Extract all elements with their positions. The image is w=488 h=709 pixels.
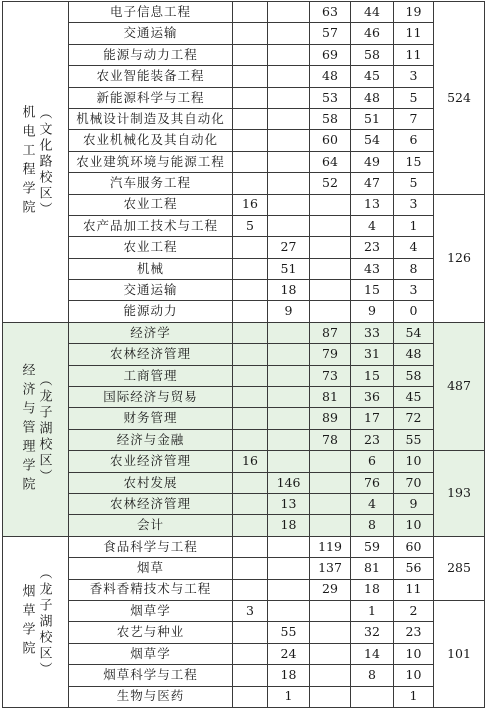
count-cell-2 — [268, 173, 310, 194]
major-cell: 烟草学 — [69, 643, 233, 664]
count-cell-2 — [268, 151, 310, 172]
count-cell-4: 76 — [351, 472, 394, 493]
count-cell-2 — [268, 23, 310, 44]
count-cell-2 — [268, 130, 310, 151]
count-cell-5: 11 — [394, 579, 434, 600]
count-cell-5: 6 — [394, 130, 434, 151]
major-cell: 经济与金融 — [69, 429, 233, 450]
count-cell-5: 15 — [394, 151, 434, 172]
count-cell-2 — [268, 365, 310, 386]
count-cell-4: 14 — [351, 643, 394, 664]
college-cell — [3, 2, 69, 323]
count-cell-2: 9 — [268, 301, 310, 322]
major-cell: 国际经济与贸易 — [69, 387, 233, 408]
count-cell-4: 48 — [351, 87, 394, 108]
count-cell-3 — [310, 472, 351, 493]
count-cell-3 — [310, 301, 351, 322]
count-cell-2 — [268, 322, 310, 343]
count-cell-1 — [233, 108, 268, 129]
count-cell-5: 8 — [394, 258, 434, 279]
count-cell-5: 10 — [394, 515, 434, 536]
count-cell-3 — [310, 194, 351, 215]
major-cell: 食品科学与工程 — [69, 536, 233, 557]
count-cell-2 — [268, 600, 310, 621]
table-row — [3, 194, 485, 215]
count-cell-5: 55 — [394, 429, 434, 450]
count-cell-5: 11 — [394, 44, 434, 65]
count-cell-1 — [233, 643, 268, 664]
count-cell-1 — [233, 387, 268, 408]
count-cell-5: 5 — [394, 87, 434, 108]
count-cell-5: 0 — [394, 301, 434, 322]
count-cell-3: 89 — [310, 408, 351, 429]
table-row — [3, 558, 485, 579]
table-row — [3, 301, 485, 322]
major-cell: 能源动力 — [69, 301, 233, 322]
count-cell-5: 10 — [394, 665, 434, 686]
count-cell-4: 32 — [351, 622, 394, 643]
count-cell-5: 70 — [394, 472, 434, 493]
count-cell-3: 78 — [310, 429, 351, 450]
enrollment-table — [2, 1, 485, 708]
count-cell-1: 5 — [233, 215, 268, 236]
table-row — [3, 44, 485, 65]
major-cell: 烟草科学与工程 — [69, 665, 233, 686]
major-cell: 农业工程 — [69, 194, 233, 215]
count-cell-3: 64 — [310, 151, 351, 172]
campus-name: （龙子湖校区） — [36, 565, 52, 678]
count-cell-5: 2 — [394, 600, 434, 621]
count-cell-1 — [233, 472, 268, 493]
count-cell-3: 60 — [310, 130, 351, 151]
count-cell-1 — [233, 237, 268, 258]
count-cell-1 — [233, 301, 268, 322]
count-cell-4: 44 — [351, 2, 394, 23]
count-cell-3: 79 — [310, 344, 351, 365]
count-cell-5: 19 — [394, 2, 434, 23]
count-cell-1 — [233, 558, 268, 579]
count-cell-5: 1 — [394, 686, 434, 707]
count-cell-2 — [268, 429, 310, 450]
major-cell: 农村发展 — [69, 472, 233, 493]
count-cell-4: 31 — [351, 344, 394, 365]
count-cell-2 — [268, 66, 310, 87]
college-cell — [3, 536, 69, 707]
count-cell-5: 11 — [394, 23, 434, 44]
table-row — [3, 322, 485, 343]
count-cell-5: 3 — [394, 66, 434, 87]
count-cell-4 — [351, 686, 394, 707]
major-cell: 香料香精技术与工程 — [69, 579, 233, 600]
count-cell-3 — [310, 493, 351, 514]
table-row — [3, 130, 485, 151]
count-cell-3: 81 — [310, 387, 351, 408]
table-row — [3, 472, 485, 493]
count-cell-3: 63 — [310, 2, 351, 23]
major-cell: 电子信息工程 — [69, 2, 233, 23]
table-row — [3, 429, 485, 450]
count-cell-4: 33 — [351, 322, 394, 343]
count-cell-4: 23 — [351, 237, 394, 258]
count-cell-1: 16 — [233, 194, 268, 215]
table-row — [3, 493, 485, 514]
count-cell-1 — [233, 2, 268, 23]
count-cell-3: 119 — [310, 536, 351, 557]
subgroup-total-cell: 524 — [434, 2, 485, 195]
count-cell-2: 55 — [268, 622, 310, 643]
count-cell-2 — [268, 408, 310, 429]
count-cell-1 — [233, 665, 268, 686]
count-cell-4: 18 — [351, 579, 394, 600]
table-row — [3, 665, 485, 686]
count-cell-4: 58 — [351, 44, 394, 65]
count-cell-3 — [310, 665, 351, 686]
major-cell: 烟草 — [69, 558, 233, 579]
major-cell: 农产品加工技术与工程 — [69, 215, 233, 236]
count-cell-4: 43 — [351, 258, 394, 279]
table-row — [3, 387, 485, 408]
count-cell-4: 46 — [351, 23, 394, 44]
count-cell-2: 27 — [268, 237, 310, 258]
subgroup-total-cell: 285 — [434, 536, 485, 600]
count-cell-2: 146 — [268, 472, 310, 493]
count-cell-1 — [233, 536, 268, 557]
count-cell-1 — [233, 429, 268, 450]
count-cell-2: 1 — [268, 686, 310, 707]
count-cell-4: 8 — [351, 665, 394, 686]
count-cell-5: 48 — [394, 344, 434, 365]
count-cell-3 — [310, 643, 351, 664]
count-cell-2 — [268, 108, 310, 129]
count-cell-4: 8 — [351, 515, 394, 536]
count-cell-4: 45 — [351, 66, 394, 87]
count-cell-1 — [233, 130, 268, 151]
count-cell-1 — [233, 173, 268, 194]
table-row — [3, 258, 485, 279]
count-cell-3 — [310, 622, 351, 643]
count-cell-3 — [310, 258, 351, 279]
count-cell-4: 9 — [351, 301, 394, 322]
count-cell-5: 10 — [394, 451, 434, 472]
count-cell-2 — [268, 215, 310, 236]
count-cell-2: 18 — [268, 515, 310, 536]
major-cell: 烟草学 — [69, 600, 233, 621]
count-cell-2 — [268, 558, 310, 579]
table-row — [3, 365, 485, 386]
count-cell-1 — [233, 344, 268, 365]
table-row — [3, 23, 485, 44]
count-cell-4: 15 — [351, 365, 394, 386]
college-name: 经济与管理学院 — [19, 362, 35, 496]
count-cell-3 — [310, 237, 351, 258]
count-cell-4: 59 — [351, 536, 394, 557]
count-cell-3 — [310, 451, 351, 472]
count-cell-4: 13 — [351, 194, 394, 215]
count-cell-1 — [233, 622, 268, 643]
count-cell-3 — [310, 215, 351, 236]
count-cell-4: 4 — [351, 493, 394, 514]
count-cell-3: 69 — [310, 44, 351, 65]
count-cell-3: 87 — [310, 322, 351, 343]
table-row — [3, 536, 485, 557]
count-cell-5: 58 — [394, 365, 434, 386]
subgroup-total-cell: 101 — [434, 600, 485, 707]
table-row — [3, 451, 485, 472]
table-row — [3, 686, 485, 707]
major-cell: 农业工程 — [69, 237, 233, 258]
count-cell-2: 24 — [268, 643, 310, 664]
count-cell-1 — [233, 365, 268, 386]
table-row — [3, 408, 485, 429]
major-cell: 新能源科学与工程 — [69, 87, 233, 108]
count-cell-2 — [268, 579, 310, 600]
college-cell — [3, 322, 69, 536]
major-cell: 汽车服务工程 — [69, 173, 233, 194]
major-cell: 生物与医药 — [69, 686, 233, 707]
count-cell-1 — [233, 44, 268, 65]
count-cell-3 — [310, 686, 351, 707]
subgroup-total-cell: 487 — [434, 322, 485, 450]
count-cell-1 — [233, 408, 268, 429]
count-cell-3 — [310, 280, 351, 301]
table-row — [3, 173, 485, 194]
count-cell-2 — [268, 387, 310, 408]
subgroup-total-cell: 193 — [434, 451, 485, 537]
count-cell-3 — [310, 600, 351, 621]
table-row — [3, 237, 485, 258]
table-row — [3, 151, 485, 172]
table-row — [3, 280, 485, 301]
table-row — [3, 643, 485, 664]
count-cell-2 — [268, 2, 310, 23]
major-cell: 农业机械化及其自动化 — [69, 130, 233, 151]
count-cell-4: 1 — [351, 600, 394, 621]
count-cell-2 — [268, 536, 310, 557]
count-cell-3: 137 — [310, 558, 351, 579]
count-cell-5: 60 — [394, 536, 434, 557]
count-cell-1 — [233, 151, 268, 172]
count-cell-1 — [233, 280, 268, 301]
campus-name: （文化路校区） — [36, 105, 52, 218]
table-row — [3, 622, 485, 643]
table-row — [3, 579, 485, 600]
college-name: 机电工程学院 — [19, 104, 35, 219]
count-cell-4: 51 — [351, 108, 394, 129]
major-cell: 机械 — [69, 258, 233, 279]
major-cell: 交通运输 — [69, 23, 233, 44]
table-row — [3, 108, 485, 129]
count-cell-3: 58 — [310, 108, 351, 129]
count-cell-2 — [268, 451, 310, 472]
major-cell: 能源与动力工程 — [69, 44, 233, 65]
count-cell-4: 47 — [351, 173, 394, 194]
major-cell: 工商管理 — [69, 365, 233, 386]
major-cell: 农业经济管理 — [69, 451, 233, 472]
count-cell-4: 54 — [351, 130, 394, 151]
major-cell: 农林经济管理 — [69, 493, 233, 514]
count-cell-1 — [233, 258, 268, 279]
major-cell: 交通运输 — [69, 280, 233, 301]
count-cell-1 — [233, 515, 268, 536]
table-row — [3, 2, 485, 23]
count-cell-3: 57 — [310, 23, 351, 44]
count-cell-2: 13 — [268, 493, 310, 514]
major-cell: 会计 — [69, 515, 233, 536]
count-cell-4: 17 — [351, 408, 394, 429]
count-cell-3 — [310, 515, 351, 536]
count-cell-1 — [233, 493, 268, 514]
count-cell-5: 4 — [394, 237, 434, 258]
count-cell-5: 9 — [394, 493, 434, 514]
count-cell-4: 36 — [351, 387, 394, 408]
count-cell-2: 18 — [268, 280, 310, 301]
count-cell-5: 23 — [394, 622, 434, 643]
count-cell-3: 52 — [310, 173, 351, 194]
major-cell: 机械设计制造及其自动化 — [69, 108, 233, 129]
count-cell-3: 29 — [310, 579, 351, 600]
table-row — [3, 87, 485, 108]
count-cell-3: 53 — [310, 87, 351, 108]
count-cell-5: 1 — [394, 215, 434, 236]
count-cell-2 — [268, 87, 310, 108]
count-cell-5: 54 — [394, 322, 434, 343]
count-cell-3: 73 — [310, 365, 351, 386]
count-cell-2: 51 — [268, 258, 310, 279]
count-cell-4: 23 — [351, 429, 394, 450]
count-cell-4: 81 — [351, 558, 394, 579]
college-name: 烟草学院 — [19, 583, 35, 660]
count-cell-1 — [233, 87, 268, 108]
count-cell-3: 48 — [310, 66, 351, 87]
count-cell-1 — [233, 23, 268, 44]
campus-name: （龙子湖校区） — [36, 373, 52, 486]
table-row — [3, 600, 485, 621]
count-cell-1: 3 — [233, 600, 268, 621]
table-row — [3, 215, 485, 236]
count-cell-2: 18 — [268, 665, 310, 686]
count-cell-4: 4 — [351, 215, 394, 236]
count-cell-5: 45 — [394, 387, 434, 408]
count-cell-4: 15 — [351, 280, 394, 301]
major-cell: 农业建筑环境与能源工程 — [69, 151, 233, 172]
count-cell-1 — [233, 579, 268, 600]
major-cell: 农业智能装备工程 — [69, 66, 233, 87]
table-row — [3, 344, 485, 365]
count-cell-1: 16 — [233, 451, 268, 472]
count-cell-1 — [233, 322, 268, 343]
count-cell-2 — [268, 194, 310, 215]
major-cell: 财务管理 — [69, 408, 233, 429]
count-cell-1 — [233, 66, 268, 87]
count-cell-5: 5 — [394, 173, 434, 194]
count-cell-2 — [268, 44, 310, 65]
table-row — [3, 515, 485, 536]
count-cell-4: 49 — [351, 151, 394, 172]
count-cell-5: 7 — [394, 108, 434, 129]
count-cell-1 — [233, 686, 268, 707]
count-cell-5: 56 — [394, 558, 434, 579]
major-cell: 经济学 — [69, 322, 233, 343]
subgroup-total-cell: 126 — [434, 194, 485, 322]
count-cell-2 — [268, 344, 310, 365]
count-cell-4: 6 — [351, 451, 394, 472]
count-cell-5: 10 — [394, 643, 434, 664]
major-cell: 农艺与种业 — [69, 622, 233, 643]
count-cell-5: 3 — [394, 280, 434, 301]
count-cell-5: 72 — [394, 408, 434, 429]
major-cell: 农林经济管理 — [69, 344, 233, 365]
table-row — [3, 66, 485, 87]
count-cell-5: 3 — [394, 194, 434, 215]
